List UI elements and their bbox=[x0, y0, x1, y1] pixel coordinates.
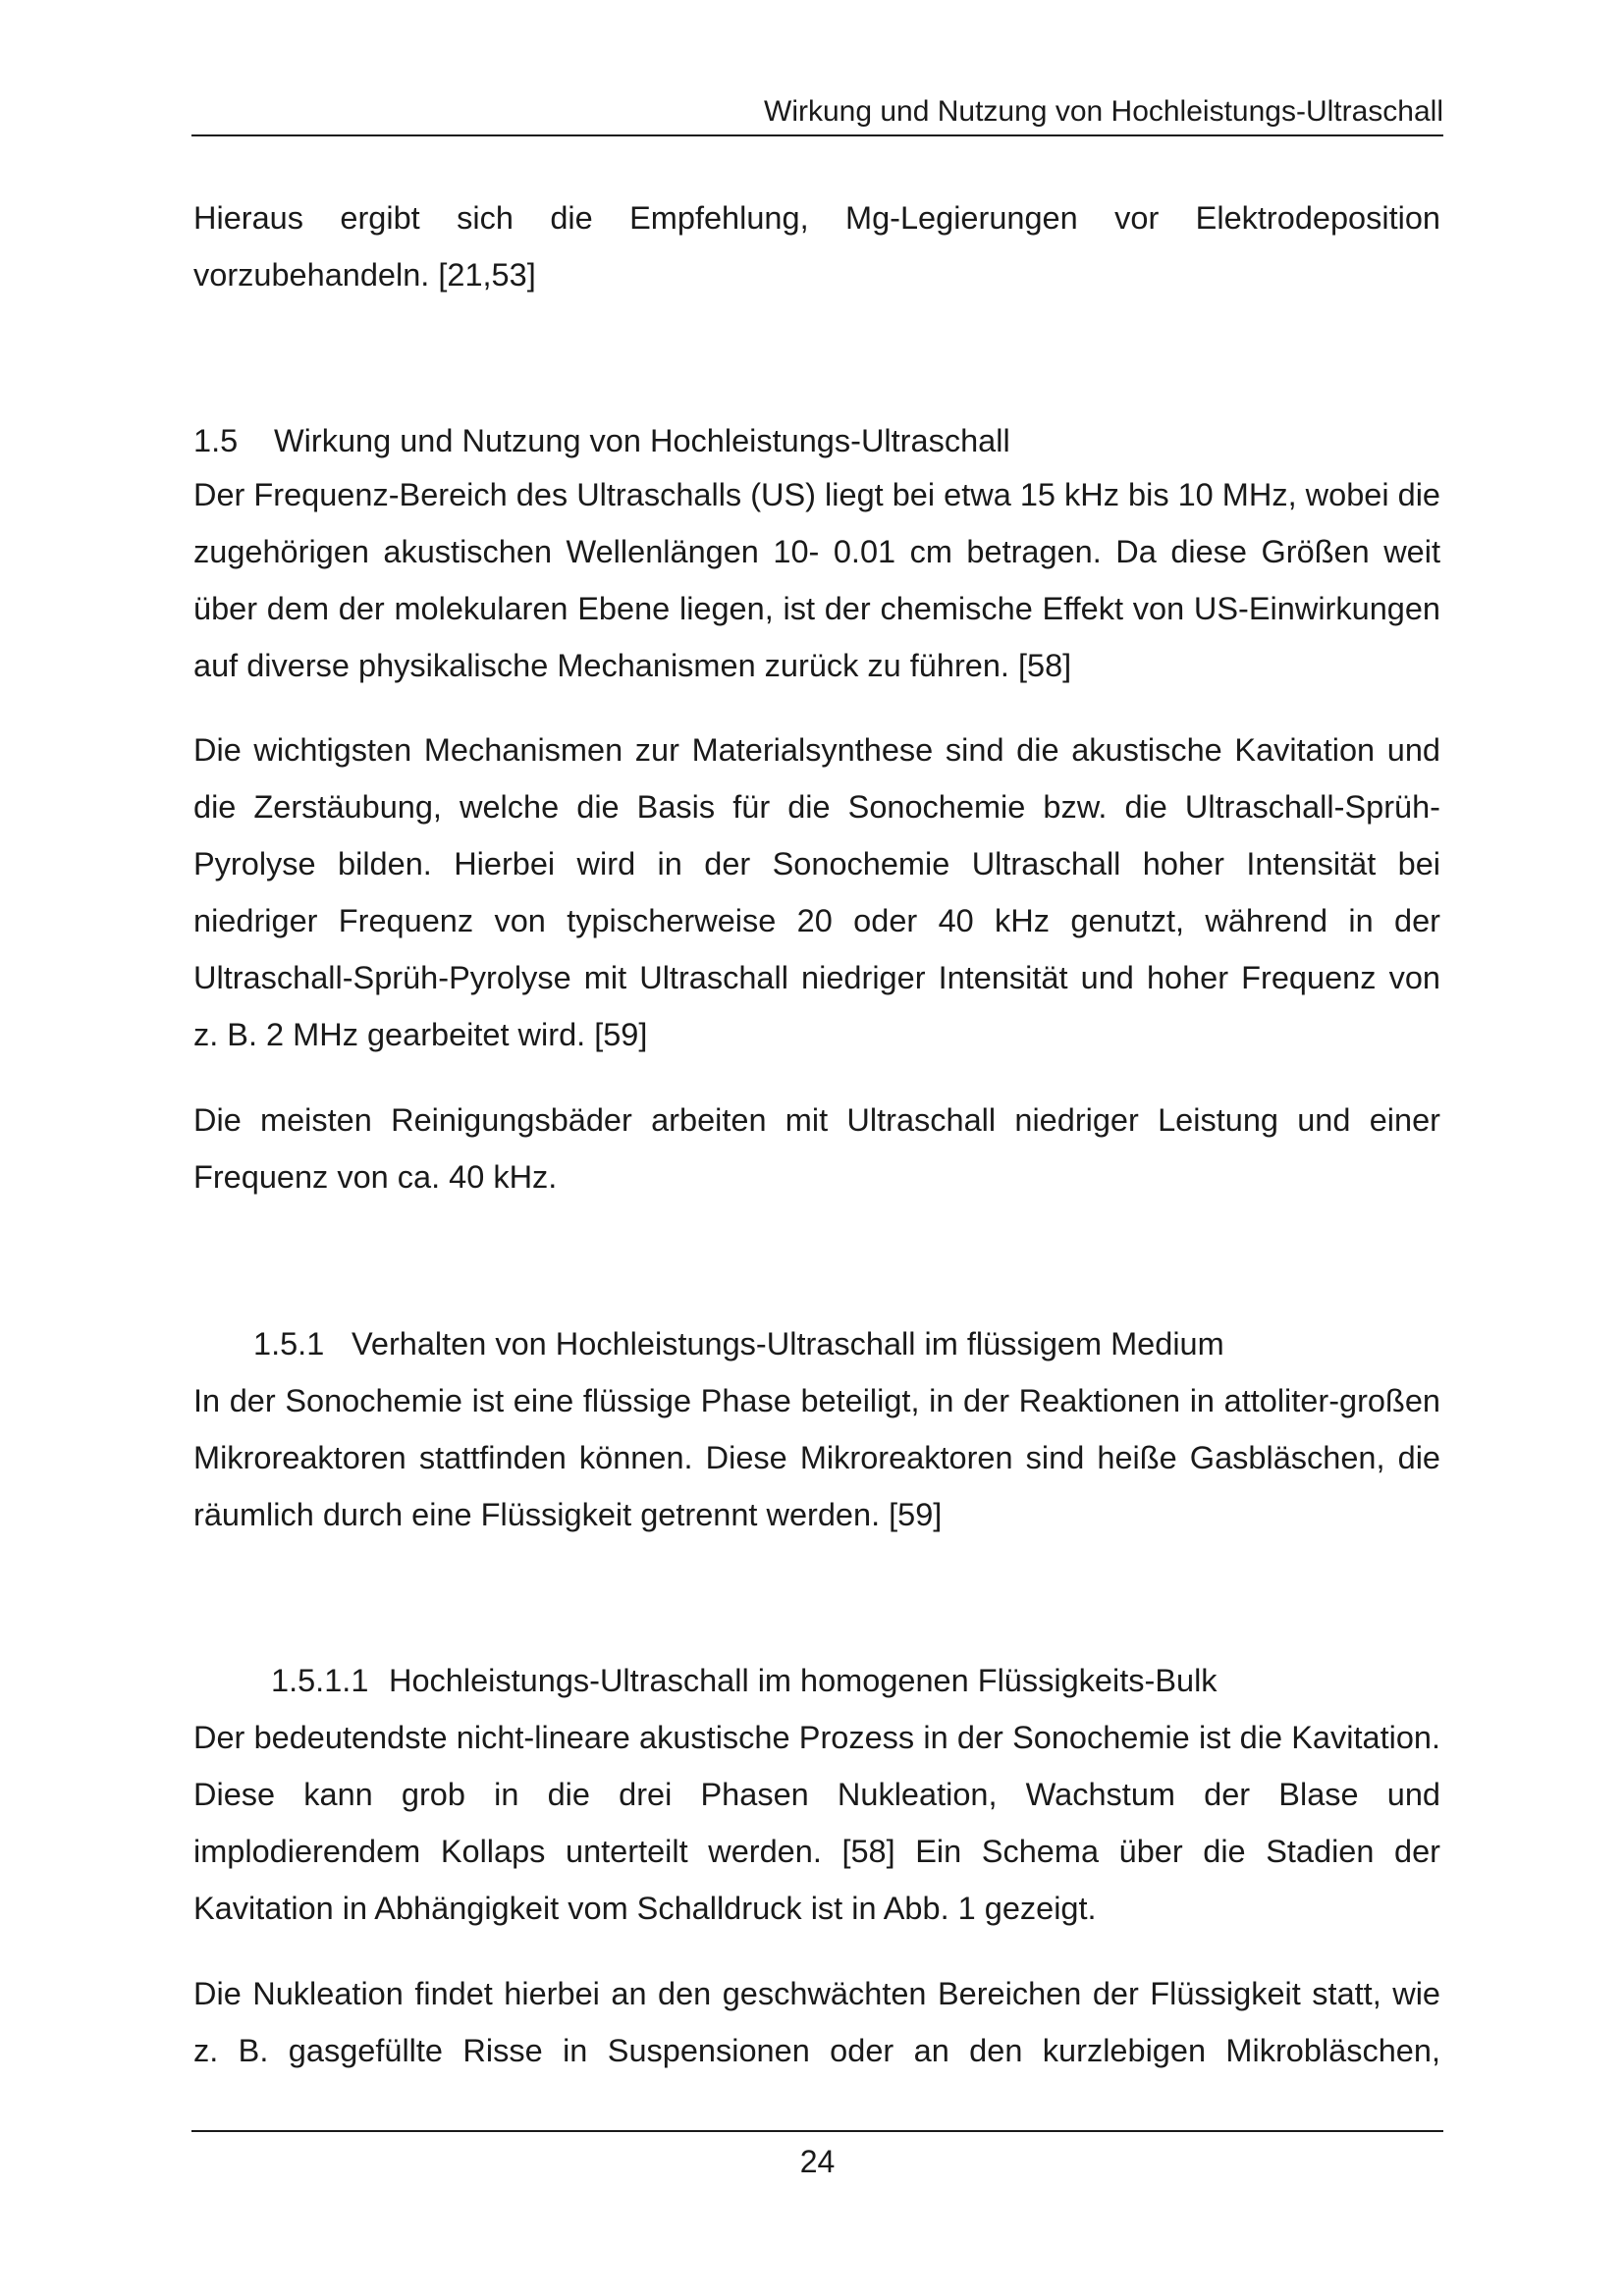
header-rule bbox=[191, 134, 1443, 136]
subsubsection-title: Hochleistungs-Ultraschall im homogenen Flüssigkeits-Bulk bbox=[389, 1663, 1218, 1698]
section-title: Wirkung und Nutzung von Hochleistungs-Ultraschall bbox=[274, 423, 1010, 458]
subsubsection-number: 1.5.1.1 bbox=[271, 1663, 369, 1698]
running-header: Wirkung und Nutzung von Hochleistungs-Ultraschall bbox=[764, 95, 1443, 128]
subsubsection-heading-1-5-1-1 bbox=[271, 1652, 1218, 1709]
paragraph-intro: Hieraus ergibt sich die Empfehlung, Mg-Legierungen vor Elektrodeposition vorzubehandeln. [21,53] bbox=[193, 200, 1440, 293]
paragraph-frequency-range: Der Frequenz-Bereich des Ultraschalls (US) liegt bei etwa 15 kHz bis 10 MHz, wobei die zugehörigen akustischen Wellenlängen 10- 0.01 cm betragen. Da diese Größen weit über dem der molekularen Ebene liegen, ist der chemische Effekt von US-Einwirkungen auf diverse physikalische Mechanismen zurück zu führen. [58] bbox=[193, 477, 1440, 683]
paragraph-cleaning-baths: Die meisten Reinigungsbäder arbeiten mit Ultraschall niedriger Leistung und einer Frequenz von ca. 40 kHz. bbox=[193, 1102, 1440, 1195]
footer-rule bbox=[191, 2130, 1443, 2132]
paragraph-cavitation: Der bedeutendste nicht-lineare akustische Prozess in der Sonochemie ist die Kavitation. Diese kann grob in die drei Phasen Nukleation, Wachstum der Blase und implodierendem Kollaps unterteilt werden. [58] Ein Schema über die Stadien der Kavitation in Abhängigkeit vom Schalldruck ist in Abb. 1 gezeigt. bbox=[193, 1720, 1440, 1926]
paragraph-sonochemistry: In der Sonochemie ist eine flüssige Phase beteiligt, in der Reaktionen in attoliter-großen Mikroreaktoren stattfinden können. Diese Mikroreaktoren sind heiße Gasbläschen, die räumlich durch eine Flüssigkeit getrennt werden. [59] bbox=[193, 1383, 1440, 1532]
subsection-title: Verhalten von Hochleistungs-Ultraschall im flüssigem Medium bbox=[352, 1326, 1224, 1362]
section-heading-1-5 bbox=[193, 412, 1010, 469]
section-number: 1.5 bbox=[193, 423, 239, 458]
subsection-number: 1.5.1 bbox=[253, 1326, 325, 1362]
subsection-heading-1-5-1 bbox=[253, 1315, 1224, 1372]
paragraph-nucleation: Die Nukleation findet hierbei an den geschwächten Bereichen der Flüssigkeit statt, wie z. B. gasgefüllte Risse in Suspensionen oder an den kurzlebigen Mikrobläschen, bbox=[193, 1976, 1440, 2068]
paragraph-mechanisms: Die wichtigsten Mechanismen zur Materialsynthese sind die akustische Kavitation und die Zerstäubung, welche die Basis für die Sonochemie bzw. die Ultraschall-Sprüh-Pyrolyse bilden. Hierbei wird in der Sonochemie Ultraschall hoher Intensität bei niedriger Frequenz von typischerweise 20 oder 40 kHz genutzt, während in der Ultraschall-Sprüh-Pyrolyse mit Ultraschall niedriger Intensität und hoher Frequenz von z. B. 2 MHz gearbeitet wird. [59] bbox=[193, 732, 1440, 1052]
page-number: 24 bbox=[799, 2144, 836, 2179]
